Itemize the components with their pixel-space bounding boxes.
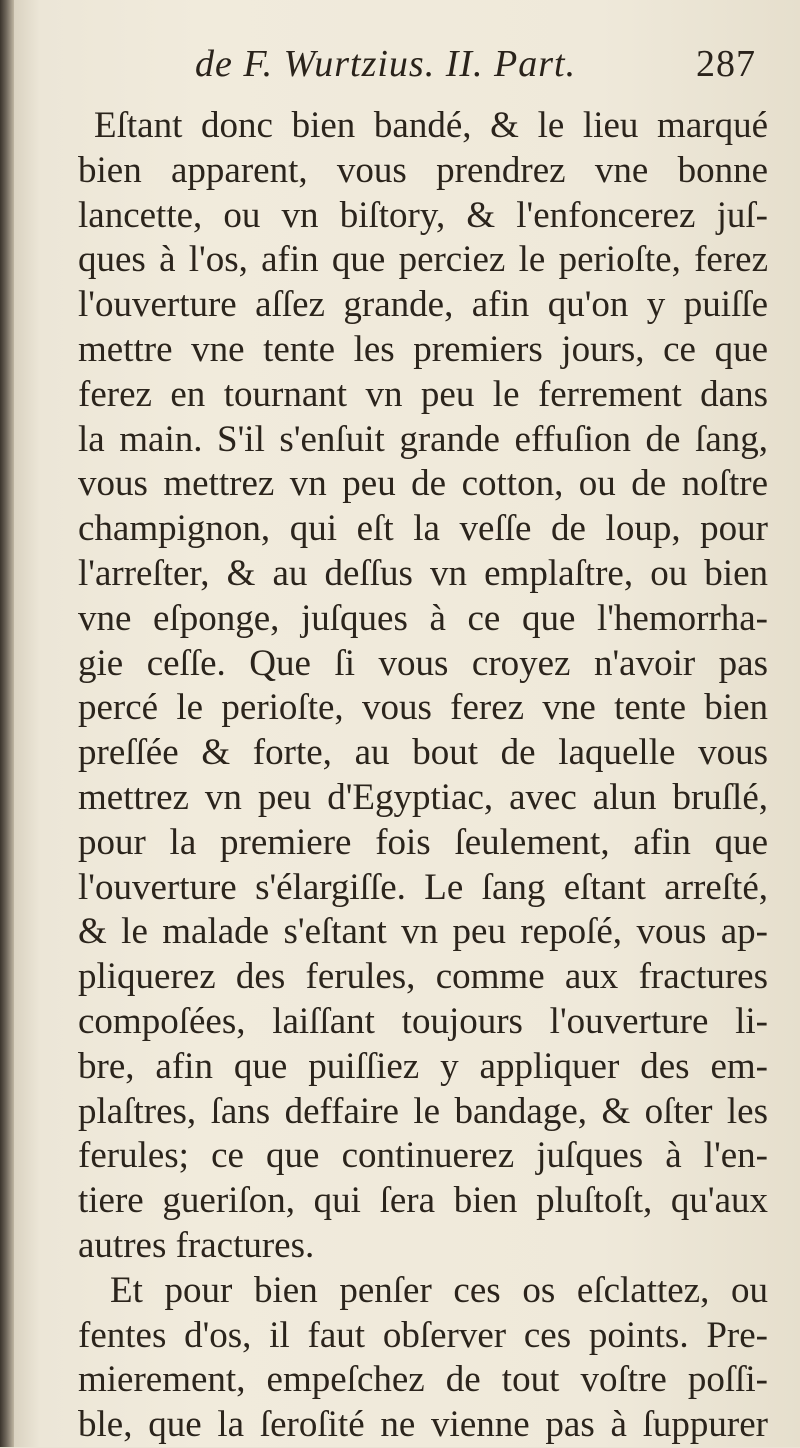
text-line: fentes d'os, il faut obſerver ces points. Pre- [78,1314,768,1356]
text-line: vous mettrez vn peu de cotton, ou de noſtre [78,463,768,505]
text-line: ferez en tournant vn peu le ferrement dans [78,373,768,415]
text-line: mierement, empeſchez de tout voſtre poſſi- [78,1359,768,1401]
text-line: la main. S'il s'enſuit grande effuſion de ſang, [78,418,768,460]
text-line: vne eſponge, juſques à ce que l'hemorrha- [78,597,768,639]
text-line: autres fractures. [78,1224,315,1266]
page-number: 287 [696,43,756,85]
text-line: l'ouverture s'élargiſſe. Le ſang eſtant arreſté, [78,866,768,908]
text-line: lancette, ou vn biſtory, & l'enfoncerez juſ- [78,194,768,236]
text-line: gie ceſſe. Que ſi vous croyez n'avoir pas [78,642,768,684]
text-line: bien apparent, vous prendrez vne bonne [78,149,768,191]
text-line: l'ouverture aſſez grande, afin qu'on y puiſſe [78,284,768,326]
text-line: mettre vne tente les premiers jours, ce que [78,328,768,370]
text-line: Et pour bien penſer ces os eſclattez, ou [110,1269,768,1311]
page-body-text [78,104,768,1448]
text-line: preſſée & forte, au bout de laquelle vous [78,732,768,774]
text-line: ferules; ce que continuerez juſques à l'en- [78,1135,768,1177]
text-line: ques à l'os, afin que perciez le perioſte, ferez [78,239,768,281]
text-line: tiere gueriſon, qui ſera bien pluſtoſt, qu'aux [78,1180,768,1222]
text-line: l'arreſter, & au deſſus vn emplaſtre, ou bien [78,552,768,594]
text-line: champignon, qui eſt la veſſe de loup, pour [78,508,768,550]
text-line: bre, afin que puiſſiez y appliquer des em- [78,1045,768,1087]
text-line: ble, que la ſeroſité ne vienne pas à ſuppurer [78,1404,768,1446]
text-line: pliquerez des ferules, comme aux fractures [78,956,768,998]
running-title: de F. Wurtzius. II. Part. [195,43,577,85]
text-line: plaſtres, ſans deffaire le bandage, & oſter les [78,1090,768,1132]
text-line: percé le perioſte, vous ferez vne tente bien [78,687,768,729]
text-line: mettrez vn peu d'Egyptiac, avec alun bruſlé, [78,776,768,818]
text-line: pour la premiere fois ſeulement, afin que [78,821,768,863]
text-line: & le malade s'eſtant vn peu repoſé, vous ap- [78,911,768,953]
text-line: compoſées, laiſſant toujours l'ouverture li- [78,1000,768,1042]
text-line: Eſtant donc bien bandé, & le lieu marqué [94,105,768,146]
page-header [195,42,770,98]
page-gutter [0,0,14,1447]
